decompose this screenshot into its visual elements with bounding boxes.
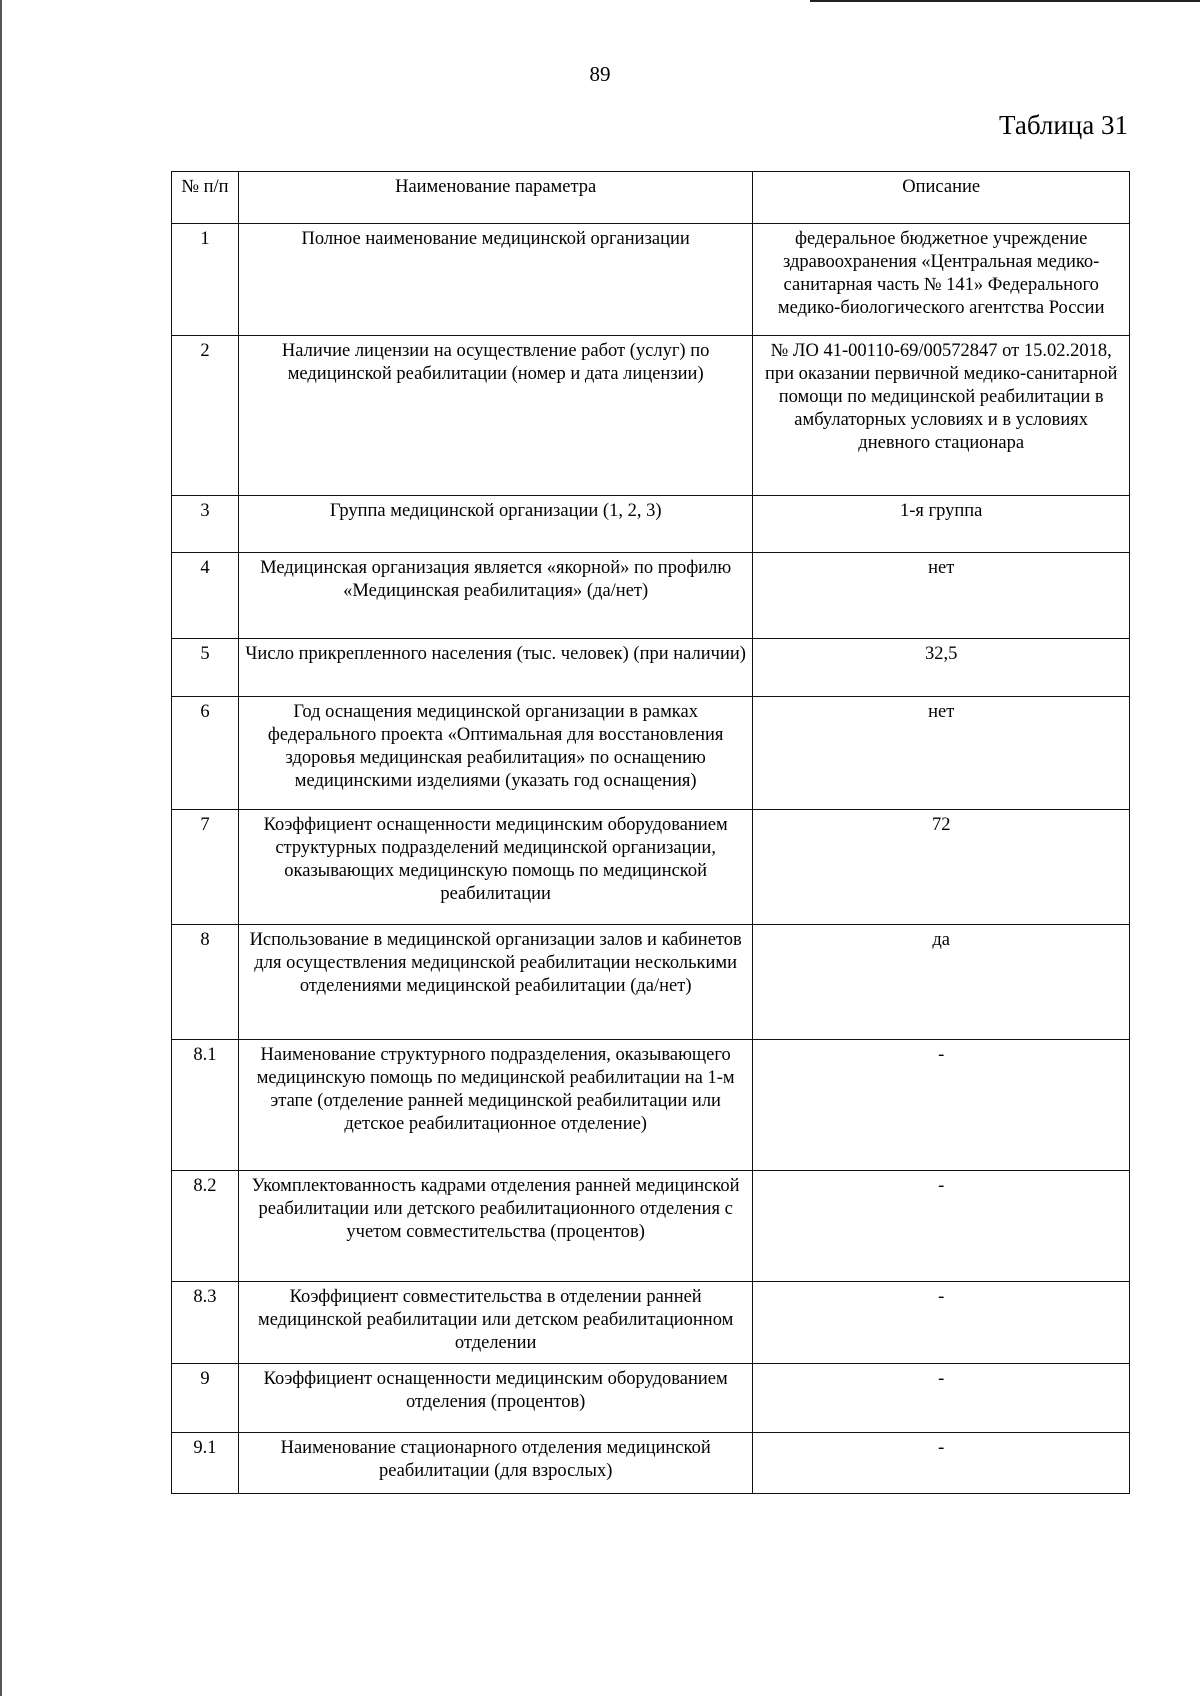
row-desc: - [753,1282,1130,1364]
table-row [172,1040,1130,1171]
row-desc: - [753,1171,1130,1282]
row-num: 9.1 [172,1433,239,1494]
row-param: Коэффициент совместительства в отделении ранней медицинской реабилитации или детском реабилитационном отделении [238,1282,752,1364]
row-param: Укомплектованность кадрами отделения ранней медицинской реабилитации или детского реабилитационного отделения с учетом совместительства (процентов) [238,1171,752,1282]
header-param: Наименование параметра [238,172,752,224]
row-desc: - [753,1433,1130,1494]
row-param: Число прикрепленного населения (тыс. человек) (при наличии) [238,639,752,697]
row-num: 8 [172,925,239,1040]
table-caption: Таблица 31 [999,110,1128,140]
table-row [172,224,1130,336]
row-num: 9 [172,1364,239,1433]
header-desc: Описание [753,172,1130,224]
row-desc: 72 [753,810,1130,925]
row-num: 8.1 [172,1040,239,1171]
row-num: 3 [172,496,239,553]
row-param: Использование в медицинской организации залов и кабинетов для осуществления медицинской реабилитации несколькими отделениями медицинской реабилитации (да/нет) [238,925,752,1040]
scan-left-edge [0,0,2,1696]
table-row [172,810,1130,925]
row-desc: - [753,1364,1130,1433]
row-desc: - [753,1040,1130,1171]
row-param: Коэффициент оснащенности медицинским оборудованием структурных подразделений медицинской организации, оказывающих медицинскую помощь по медицинской реабилитации [238,810,752,925]
table-row [172,697,1130,810]
row-num: 8.3 [172,1282,239,1364]
table-row [172,639,1130,697]
row-desc: нет [753,553,1130,639]
row-param: Полное наименование медицинской организации [238,224,752,336]
row-num: 2 [172,336,239,496]
row-param: Медицинская организация является «якорной» по профилю «Медицинская реабилитация» (да/нет) [238,553,752,639]
table-row [172,1171,1130,1282]
row-desc: № ЛО 41-00110-69/00572847 от 15.02.2018, при оказании первичной медико-санитарной помощи по медицинской реабилитации в амбулаторных условиях и в условиях дневного стационара [753,336,1130,496]
parameters-table [171,171,1130,1494]
row-desc: 1-я группа [753,496,1130,553]
row-num: 1 [172,224,239,336]
row-num: 4 [172,553,239,639]
scan-top-edge [810,0,1200,2]
table-row [172,1433,1130,1494]
table-row [172,1282,1130,1364]
table-row [172,553,1130,639]
row-param: Наличие лицензии на осуществление работ (услуг) по медицинской реабилитации (номер и дата лицензии) [238,336,752,496]
row-param: Наименование структурного подразделения, оказывающего медицинскую помощь по медицинской реабилитации на 1-м этапе (отделение ранней медицинской реабилитации или детское реабилитационное отделение) [238,1040,752,1171]
row-desc: нет [753,697,1130,810]
table-row [172,925,1130,1040]
table-header-row [172,172,1130,224]
row-desc: федеральное бюджетное учреждение здравоохранения «Центральная медико-санитарная часть № 141» Федерального медико-биологического агентства России [753,224,1130,336]
row-num: 6 [172,697,239,810]
header-num: № п/п [172,172,239,224]
row-desc: 32,5 [753,639,1130,697]
row-num: 7 [172,810,239,925]
row-num: 5 [172,639,239,697]
row-param: Год оснащения медицинской организации в рамках федерального проекта «Оптимальная для восстановления здоровья медицинская реабилитация» по оснащению медицинскими изделиями (указать год оснащения) [238,697,752,810]
table-row [172,336,1130,496]
row-param: Коэффициент оснащенности медицинским оборудованием отделения (процентов) [238,1364,752,1433]
page-number: 89 [589,62,611,86]
row-param: Группа медицинской организации (1, 2, 3) [238,496,752,553]
row-desc: да [753,925,1130,1040]
row-param: Наименование стационарного отделения медицинской реабилитации (для взрослых) [238,1433,752,1494]
table-row [172,496,1130,553]
table-row [172,1364,1130,1433]
row-num: 8.2 [172,1171,239,1282]
